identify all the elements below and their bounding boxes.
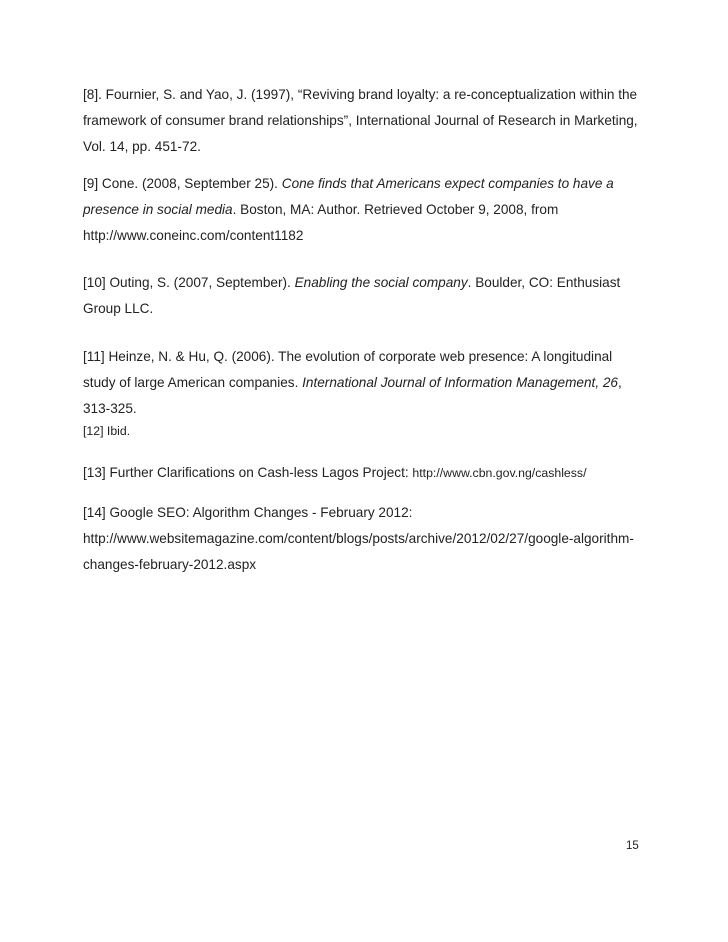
- reference-9-suffix: . Boston, MA: Author. Retrieved October 9, 2008, from http://www.coneinc.com/content1182: [83, 202, 559, 243]
- reference-10-title: Enabling the social company: [294, 275, 468, 290]
- reference-11-suffix: , 313-325.: [83, 375, 622, 416]
- reference-9-title: Cone finds that Americans expect companies to have a presence in social media: [83, 176, 614, 217]
- reference-8-text: [8]. Fournier, S. and Yao, J. (1997), “Reviving brand loyalty: a re-conceptualization within the framework of consumer brand relationships”, International Journal of Research in Marketing, Vol. 14, pp. 451-72.: [83, 87, 638, 154]
- reference-13: [83, 460, 643, 486]
- page-number: 15: [626, 840, 639, 852]
- reference-13-prefix: [13] Further Clarifications on Cash-less Lagos Project:: [83, 465, 413, 480]
- reference-12-text: [12] Ibid.: [83, 424, 131, 438]
- reference-11-journal: International Journal of Information Management, 26: [302, 375, 618, 390]
- reference-11: [83, 344, 643, 422]
- reference-9-prefix: [9] Cone. (2008, September 25).: [83, 176, 282, 191]
- reference-14: [83, 500, 643, 578]
- reference-13-url: http://www.cbn.gov.ng/cashless/: [412, 466, 587, 480]
- reference-10-prefix: [10] Outing, S. (2007, September).: [83, 275, 295, 290]
- reference-10: [83, 270, 643, 322]
- reference-12: [83, 422, 643, 440]
- reference-10-suffix: . Boulder, CO: Enthusiast Group LLC.: [83, 275, 621, 316]
- reference-9: [83, 171, 643, 249]
- reference-list: [83, 82, 643, 578]
- reference-14-text: [14] Google SEO: Algorithm Changes - February 2012: http://www.websitemagazine.com/content/blogs/posts/archive/2012/02/27/google-algorithm-changes-february-2012.aspx: [83, 505, 634, 572]
- reference-8: [83, 82, 643, 160]
- reference-11-prefix: [11] Heinze, N. & Hu, Q. (2006). The evolution of corporate web presence: A longitudinal study of large American companies.: [83, 349, 613, 390]
